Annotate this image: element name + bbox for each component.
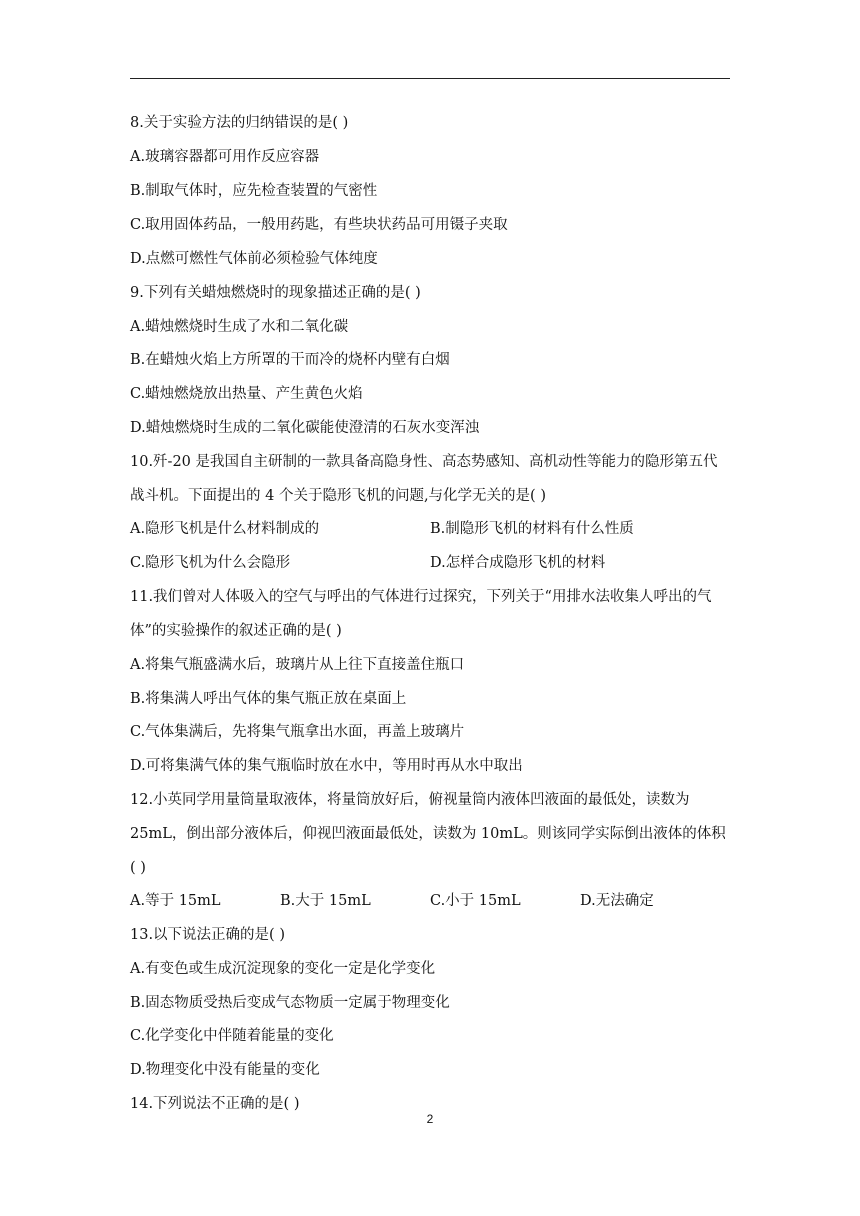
- q8-option-a: A.玻璃容器都可用作反应容器: [130, 149, 320, 165]
- q10-stem-line1: 10.歼-20 是我国自主研制的一款具备高隐身性、高态势感知、高机动性等能力的隐形第五代: [130, 454, 718, 470]
- q13-option-c: C.化学变化中伴随着能量的变化: [130, 1028, 334, 1044]
- q10-stem-line2: 战斗机。下面提出的 4 个关于隐形飞机的问题,与化学无关的是( ): [130, 488, 546, 504]
- q8-stem: 8.关于实验方法的归纳错误的是( ): [130, 115, 349, 131]
- q13-option-a: A.有变色或生成沉淀现象的变化一定是化学变化: [130, 961, 436, 977]
- page-number: 2: [426, 1112, 434, 1126]
- q10-option-c: C.隐形飞机为什么会隐形: [130, 555, 291, 571]
- q8-option-b: B.制取气体时，应先检查装置的气密性: [130, 183, 378, 199]
- q12-option-a: A.等于 15mL: [130, 893, 221, 909]
- q9-option-b: B.在蜡烛火焰上方所罩的干而冷的烧杯内壁有白烟: [130, 352, 450, 368]
- q12-stem-line2: 25mL，倒出部分液体后，仰视凹液面最低处，读数为 10mL。则该同学实际倒出液体的体积: [130, 826, 726, 842]
- q13-option-d: D.物理变化中没有能量的变化: [130, 1062, 320, 1078]
- q12-option-d: D.无法确定: [580, 893, 654, 909]
- q9-option-a: A.蜡烛燃烧时生成了水和二氧化碳: [130, 319, 349, 335]
- q9-stem: 9.下列有关蜡烛燃烧时的现象描述正确的是( ): [130, 285, 421, 301]
- q12-option-c: C.小于 15mL: [430, 893, 521, 909]
- q10-option-b: B.制隐形飞机的材料有什么性质: [430, 521, 634, 537]
- q10-option-a: A.隐形飞机是什么材料制成的: [130, 521, 320, 537]
- q13-option-b: B.固态物质受热后变成气态物质一定属于物理变化: [130, 995, 450, 1011]
- q11-option-c: C.气体集满后，先将集气瓶拿出水面，再盖上玻璃片: [130, 724, 465, 740]
- q11-option-b: B.将集满人呼出气体的集气瓶正放在桌面上: [130, 691, 407, 707]
- q12-option-b: B.大于 15mL: [280, 893, 371, 909]
- q9-option-c: C.蜡烛燃烧放出热量、产生黄色火焰: [130, 386, 363, 402]
- q10-option-d: D.怎样合成隐形飞机的材料: [430, 555, 606, 571]
- q14-stem: 14.下列说法不正确的是( ): [130, 1096, 300, 1112]
- header-rule: [130, 78, 730, 79]
- q8-option-c: C.取用固体药品，一般用药匙，有些块状药品可用镊子夹取: [130, 217, 508, 233]
- q12-stem-line3: ( ): [130, 860, 146, 876]
- q11-option-a: A.将集气瓶盛满水后，玻璃片从上往下直接盖住瓶口: [130, 657, 465, 673]
- q11-stem-line1: 11.我们曾对人体吸入的空气与呼出的气体进行过探究，下列关于“用排水法收集人呼出的气: [130, 589, 712, 605]
- q11-stem-line2: 体”的实验操作的叙述正确的是( ): [130, 623, 342, 639]
- q9-option-d: D.蜡烛燃烧时生成的二氧化碳能使澄清的石灰水变浑浊: [130, 420, 480, 436]
- q12-stem-line1: 12.小英同学用量筒量取液体，将量筒放好后，俯视量筒内液体凹液面的最低处，读数为: [130, 792, 690, 808]
- q8-option-d: D.点燃可燃性气体前必须检验气体纯度: [130, 251, 378, 267]
- q13-stem: 13.以下说法正确的是( ): [130, 927, 285, 943]
- q11-option-d: D.可将集满气体的集气瓶临时放在水中，等用时再从水中取出: [130, 758, 523, 774]
